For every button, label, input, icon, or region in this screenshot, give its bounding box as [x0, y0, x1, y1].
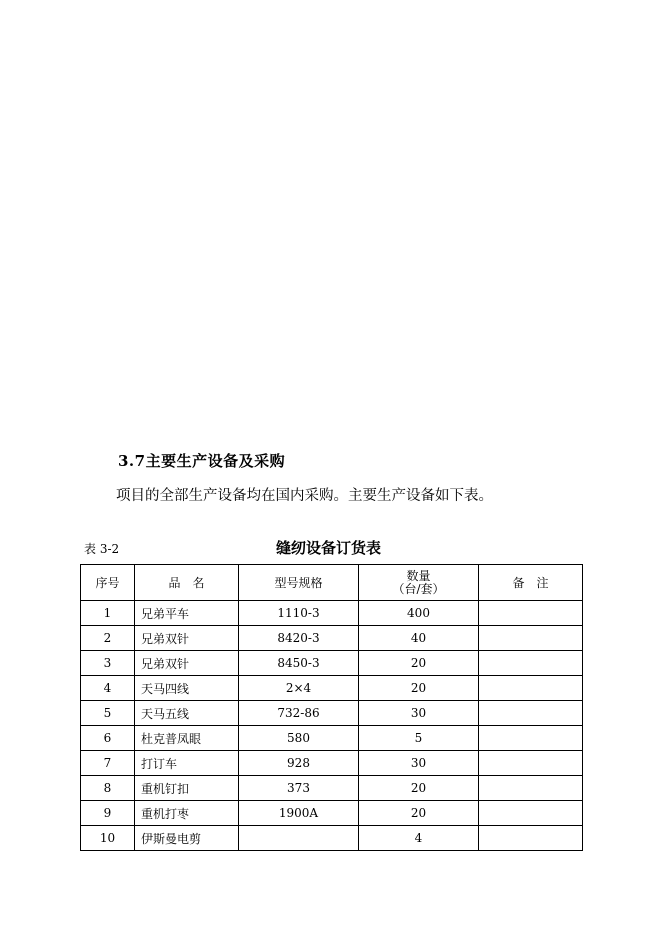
cell-name: 重机钉扣 — [135, 776, 239, 801]
cell-qty: 400 — [359, 601, 479, 626]
header-qty — [359, 565, 479, 601]
cell-model: 928 — [239, 751, 359, 776]
cell-remark — [479, 751, 583, 776]
intro-paragraph: 项目的全部生产设备均在国内采购。主要生产设备如下表。 — [116, 488, 493, 504]
cell-name: 打订车 — [135, 751, 239, 776]
table-row — [81, 826, 583, 851]
cell-name: 伊斯曼电剪 — [135, 826, 239, 851]
table-row — [81, 601, 583, 626]
cell-model: 580 — [239, 726, 359, 751]
cell-no: 3 — [81, 651, 135, 676]
table-row — [81, 801, 583, 826]
cell-no: 8 — [81, 776, 135, 801]
cell-qty: 40 — [359, 626, 479, 651]
header-no: 序号 — [81, 565, 135, 601]
header-model: 型号规格 — [239, 565, 359, 601]
table-row — [81, 626, 583, 651]
cell-model: 8420-3 — [239, 626, 359, 651]
cell-no: 6 — [81, 726, 135, 751]
cell-qty: 30 — [359, 701, 479, 726]
cell-model — [239, 826, 359, 851]
header-qty-line2: （台/套） — [392, 581, 445, 596]
table-label: 表 3-2 — [84, 542, 120, 556]
cell-remark — [479, 676, 583, 701]
cell-qty: 20 — [359, 676, 479, 701]
cell-name: 兄弟平车 — [135, 601, 239, 626]
cell-no: 5 — [81, 701, 135, 726]
cell-no: 1 — [81, 601, 135, 626]
cell-name: 天马五线 — [135, 701, 239, 726]
cell-model: 2×4 — [239, 676, 359, 701]
cell-remark — [479, 801, 583, 826]
equipment-order-table — [80, 564, 583, 851]
cell-name: 天马四线 — [135, 676, 239, 701]
table-row — [81, 726, 583, 751]
table-title: 缝纫设备订货表 — [276, 539, 382, 557]
table-row — [81, 751, 583, 776]
cell-name: 重机打枣 — [135, 801, 239, 826]
cell-qty: 20 — [359, 651, 479, 676]
cell-remark — [479, 651, 583, 676]
cell-model: 8450-3 — [239, 651, 359, 676]
cell-remark — [479, 826, 583, 851]
cell-no: 4 — [81, 676, 135, 701]
cell-remark — [479, 776, 583, 801]
table-row — [81, 701, 583, 726]
cell-qty: 20 — [359, 776, 479, 801]
header-name: 品 名 — [135, 565, 239, 601]
cell-model: 1900A — [239, 801, 359, 826]
cell-name: 杜克普凤眼 — [135, 726, 239, 751]
cell-name: 兄弟双针 — [135, 651, 239, 676]
cell-remark — [479, 701, 583, 726]
header-qty-line1: 数量 — [406, 568, 431, 583]
cell-remark — [479, 726, 583, 751]
cell-qty: 20 — [359, 801, 479, 826]
table-row — [81, 776, 583, 801]
cell-qty: 5 — [359, 726, 479, 751]
table-header-row — [81, 565, 583, 601]
cell-model: 732-86 — [239, 701, 359, 726]
cell-qty: 4 — [359, 826, 479, 851]
cell-model: 1110-3 — [239, 601, 359, 626]
cell-name: 兄弟双针 — [135, 626, 239, 651]
section-title: 3.7主要生产设备及采购 — [118, 452, 286, 470]
table-row — [81, 676, 583, 701]
cell-remark — [479, 601, 583, 626]
cell-no: 7 — [81, 751, 135, 776]
cell-no: 10 — [81, 826, 135, 851]
cell-model: 373 — [239, 776, 359, 801]
cell-no: 2 — [81, 626, 135, 651]
cell-no: 9 — [81, 801, 135, 826]
cell-remark — [479, 626, 583, 651]
table-row — [81, 651, 583, 676]
header-remark: 备 注 — [479, 565, 583, 601]
cell-qty: 30 — [359, 751, 479, 776]
